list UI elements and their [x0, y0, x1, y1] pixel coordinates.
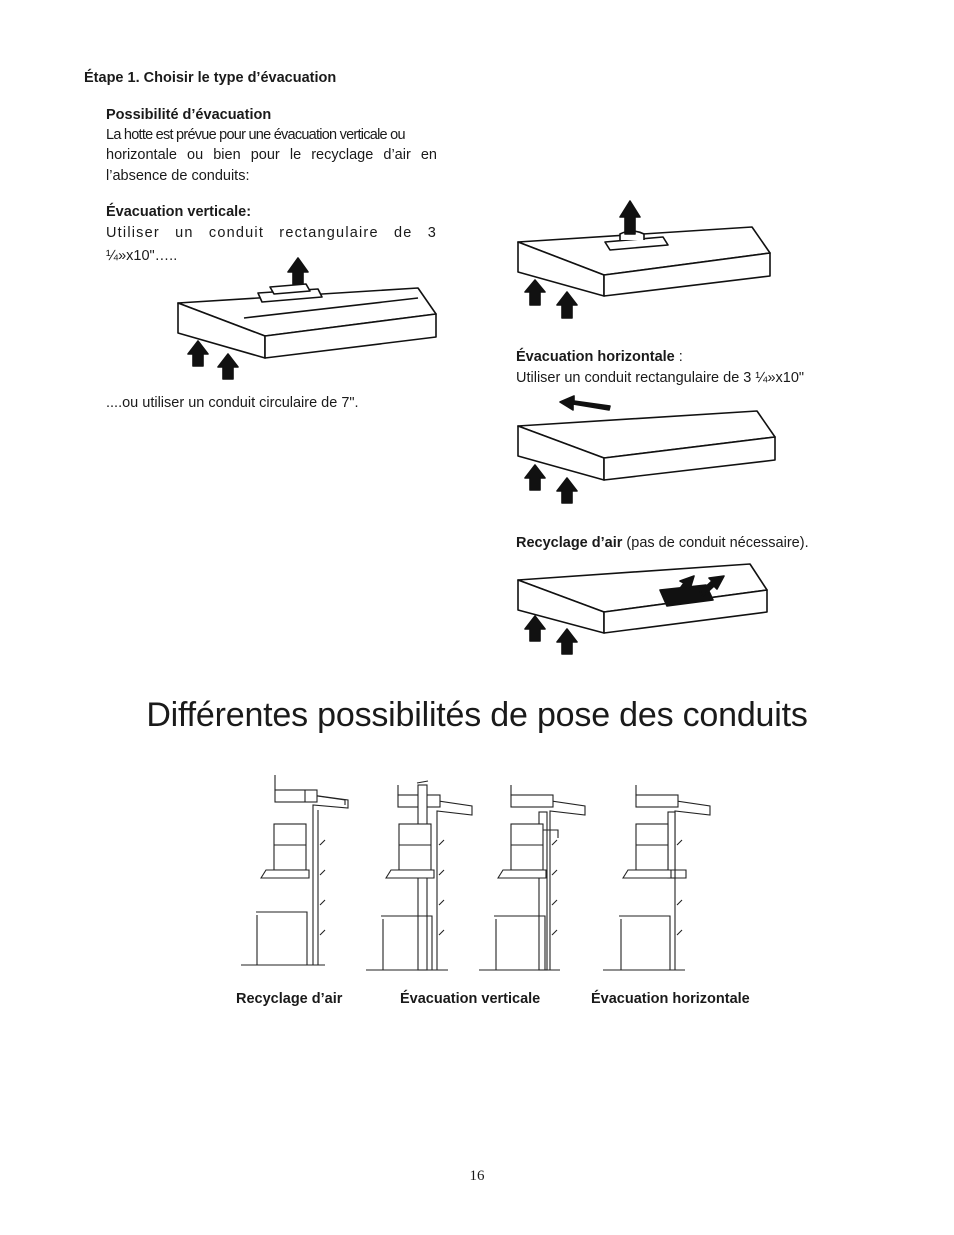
options-line-2: horizontale ou bien pour le recyclage d’air en [106, 147, 437, 163]
options-line-3: l’absence de conduits: [106, 168, 250, 184]
caption-horizontal: Évacuation horizontale [591, 991, 750, 1007]
vertical-line-1: Utiliser un conduit rectangulaire de 3 [106, 225, 437, 241]
vertical-alt-text: ....ou utiliser un conduit circulaire de 7". [106, 395, 359, 411]
install-vertical-bend-diagram [479, 785, 585, 970]
caption-vertical: Évacuation verticale [400, 991, 541, 1007]
horizontal-heading-suffix: : [674, 349, 683, 365]
section-title: Différentes possibilités de pose des conduits [146, 696, 808, 734]
install-recirc-diagram [241, 775, 348, 965]
caption-recirc: Recyclage d’air [236, 991, 343, 1007]
options-heading: Possibilité d’évacuation [106, 107, 272, 123]
recirc-text: (pas de conduit nécessaire). [622, 535, 809, 551]
vertical-line-2: ¼»x10"….. [106, 248, 178, 264]
recirc-heading: Recyclage d’air [516, 535, 623, 551]
horizontal-heading: Évacuation horizontale [516, 349, 675, 365]
horizontal-text: Utiliser un conduit rectangulaire de 3 ¼»x10" [516, 370, 805, 386]
step-title: Étape 1. Choisir le type d’évacuation [84, 70, 337, 86]
install-vertical-diagram [366, 781, 472, 970]
vertical-heading: Évacuation verticale: [106, 204, 252, 220]
page-number: 16 [469, 1168, 485, 1184]
install-horizontal-diagram [603, 785, 710, 970]
options-line-1: La hotte est prévue pour une évacuation verticale ou [106, 127, 405, 143]
